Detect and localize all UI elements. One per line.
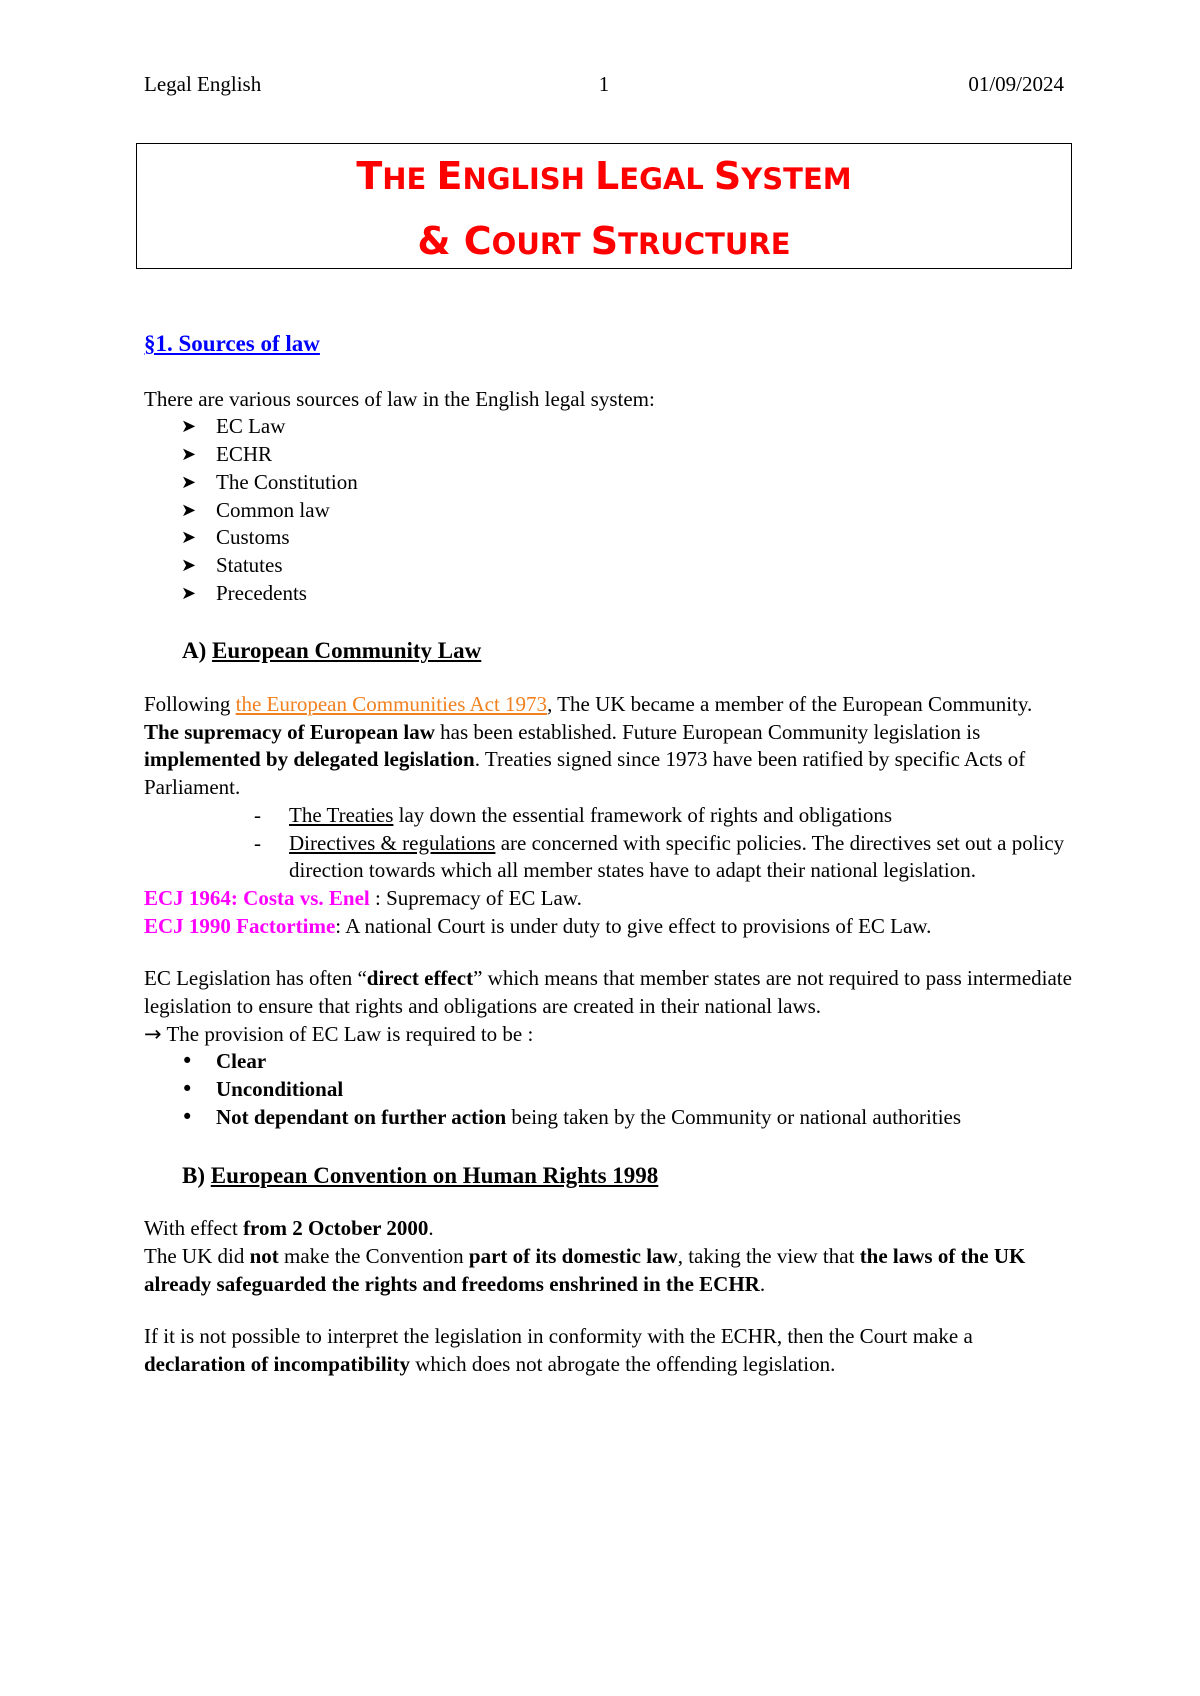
title-small: HE [382, 162, 437, 196]
bold-text: Not dependant on further action [216, 1104, 507, 1129]
list-item-text: Precedents [216, 580, 307, 605]
subsection-label: A) [182, 638, 213, 664]
list-item [181, 1104, 1074, 1132]
case-name: ECJ 1990 Factortime [144, 913, 336, 938]
arrowhead-bullet-icon: ➤ [181, 471, 197, 493]
text: : A national Court is under duty to give effect to provisions of EC Law. [335, 913, 932, 938]
underlined-text: The Treaties [289, 802, 394, 827]
header-page-number: 1 [598, 72, 610, 96]
title-box [136, 143, 1072, 269]
section-heading-sources: §1. Sources of law [144, 331, 320, 356]
requirements-intro [144, 1021, 1074, 1049]
bold-text: direct effect [366, 966, 474, 991]
list-item-text: Customs [216, 525, 290, 550]
title-small: YSTEM [741, 162, 852, 196]
ec-paragraph-1 [144, 691, 1074, 719]
case-costa-enel [144, 885, 1074, 913]
case-name: ECJ 1964: Costa vs. Enel [144, 885, 370, 910]
text: which does not abrogate the offending legislation. [410, 1352, 836, 1377]
echr-paragraph-3 [144, 1323, 1074, 1378]
title-small: EGAL [619, 162, 714, 196]
list-item-text: EC Law [216, 414, 286, 439]
text: , taking the view that [677, 1243, 860, 1268]
document-body [144, 330, 1074, 1379]
bold-text: The supremacy of European law [144, 719, 435, 744]
echr-paragraph-1 [144, 1215, 1074, 1243]
text: ” which means that member states are not required to pass intermediate legislation to ensure that rights and obligations are created in their national laws. [144, 966, 1072, 1019]
case-factortime [144, 913, 1074, 941]
underlined-text: Directives & regulations [289, 830, 496, 855]
list-item [254, 830, 1074, 885]
text: are concerned with specific policies. The directives set out a policy direction towards which all member states have to adapt their national legislation. [289, 830, 1065, 883]
title-line-2 [137, 210, 1071, 275]
text: . [759, 1271, 766, 1296]
text: being taken by the Community or national authorities [506, 1104, 962, 1129]
list-item [181, 469, 1074, 497]
text: . [428, 1216, 434, 1241]
bullet-dot-icon: • [181, 1104, 194, 1129]
text: : Supremacy of EC Law. [369, 885, 582, 910]
requirements-list [144, 1048, 1074, 1131]
title-cap: C [463, 219, 492, 263]
title-cap: & [417, 219, 464, 263]
text: With effect [144, 1216, 244, 1241]
text: The UK did [144, 1243, 250, 1268]
list-item [181, 552, 1074, 580]
bold-text: part of its domestic law [468, 1243, 678, 1268]
sources-list [144, 413, 1074, 607]
title-small: OURT [491, 227, 591, 261]
title-cap: S [590, 219, 619, 263]
ec-paragraph-2 [144, 719, 1074, 802]
dash-bullet: - [254, 830, 261, 855]
text: , The UK became a member of the European Community. [547, 692, 1033, 717]
text: EC Legislation has often “ [144, 966, 367, 991]
list-item [181, 441, 1074, 469]
bullet-dot-icon: • [181, 1077, 194, 1102]
list-item [181, 524, 1074, 552]
direct-effect-paragraph [144, 965, 1074, 1020]
text: lay down the essential framework of rights and obligations [393, 802, 893, 827]
subsection-label: B) [182, 1162, 211, 1188]
list-item [181, 580, 1074, 608]
bold-text: Unconditional [216, 1077, 344, 1102]
header-course: Legal English [144, 72, 262, 96]
list-item [181, 1076, 1074, 1104]
bold-text: Clear [216, 1049, 267, 1074]
title-cap: T [356, 154, 383, 198]
subsection-title: European Convention on Human Rights 1998 [210, 1162, 659, 1188]
title-small: TRUCTURE [618, 227, 791, 261]
title-cap: E [436, 154, 463, 198]
list-item-text: Common law [216, 497, 330, 522]
text: . Treaties signed since 1973 have been ratified by specific Acts of Parliament. [144, 747, 1026, 800]
arrowhead-bullet-icon: ➤ [181, 499, 197, 521]
title-cap: L [595, 154, 620, 198]
bold-text: the laws of the UK already safeguarded the rights and freedoms enshrined in the ECHR [144, 1243, 1026, 1296]
bold-text: not [249, 1243, 279, 1268]
text: make the Convention [278, 1243, 469, 1268]
subsection-title: European Community Law [212, 638, 482, 664]
list-item [181, 413, 1074, 441]
ec-instruments-list [144, 802, 1074, 885]
dash-bullet: - [254, 802, 261, 827]
list-item [181, 497, 1074, 525]
text: has been established. Future European Community legislation is [434, 719, 981, 744]
european-communities-act-link[interactable]: the European Communities Act 1973 [235, 692, 548, 717]
arrowhead-bullet-icon: ➤ [181, 582, 197, 604]
arrowhead-bullet-icon: ➤ [181, 554, 197, 576]
list-item-text: The Constitution [216, 469, 358, 494]
arrowhead-bullet-icon: ➤ [181, 416, 197, 438]
text: The provision of EC Law is required to be : [161, 1021, 534, 1046]
bold-text: from 2 October 2000 [243, 1216, 429, 1241]
text: If it is not possible to interpret the legislation in conformity with the ECHR, then the Court make a [144, 1324, 973, 1349]
title-line-1 [137, 145, 1071, 210]
text: Following [144, 692, 236, 717]
list-item-text: Statutes [216, 552, 283, 577]
page-header [144, 72, 1064, 102]
bold-text: implemented by delegated legislation [144, 747, 475, 772]
bold-text: declaration of incompatibility [144, 1352, 410, 1377]
list-item [254, 802, 1074, 830]
bullet-dot-icon: • [181, 1049, 194, 1074]
header-date: 01/09/2024 [968, 72, 1064, 96]
right-arrow-icon: → [144, 1021, 162, 1046]
arrowhead-bullet-icon: ➤ [181, 444, 197, 466]
title-cap: S [713, 154, 742, 198]
subsection-heading-ec-law [144, 637, 1074, 665]
sources-intro: There are various sources of law in the English legal system: [144, 386, 655, 411]
subsection-heading-echr [144, 1162, 1074, 1190]
list-item-text: ECHR [216, 442, 273, 467]
title-small: NGLISH [462, 162, 596, 196]
list-item [181, 1048, 1074, 1076]
arrowhead-bullet-icon: ➤ [181, 527, 197, 549]
echr-paragraph-2 [144, 1243, 1074, 1298]
